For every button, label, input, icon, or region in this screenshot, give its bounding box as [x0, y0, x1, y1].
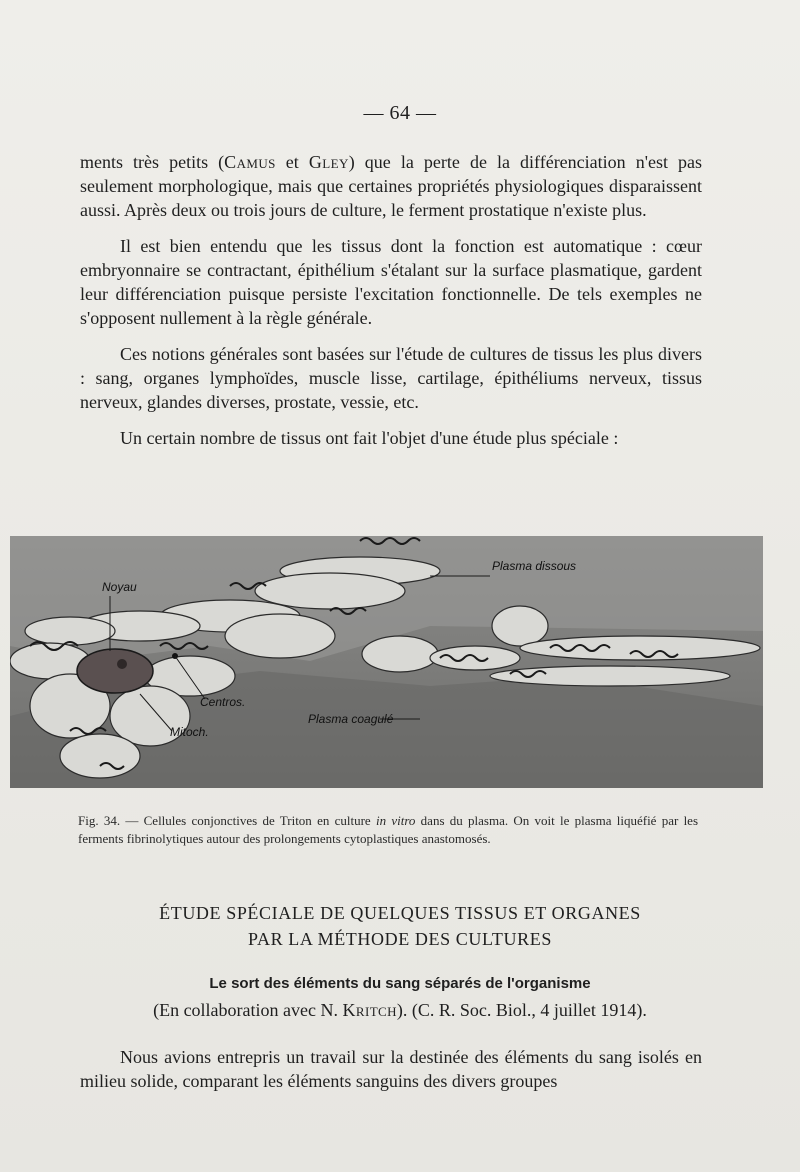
label-centros: Centros. — [200, 695, 246, 709]
cell-process — [492, 606, 548, 646]
cell-process — [362, 636, 438, 672]
collaboration-reference — [0, 1000, 800, 1021]
label-plasma-dissous: Plasma dissous — [492, 559, 577, 573]
nucleolus — [117, 659, 127, 669]
author-gley: Gley — [308, 152, 349, 172]
section-subheading: Le sort des éléments du sang séparés de l'organisme — [209, 975, 591, 992]
collab-suffix: ). (C. R. Soc. Biol., 4 juillet 1914). — [396, 1000, 647, 1020]
figure-34-illustration — [10, 536, 763, 788]
paragraph-1-suffix: ) que la perte de la différenciation n'est pas seulement morphologique, mais que certaines propriétés physiologiques disparaissent aussi. Après deux ou trois jours de culture, le ferment prostatique n'existe plus. — [80, 152, 703, 220]
cell-process — [25, 617, 115, 645]
collab-prefix: (En collaboration avec N. — [153, 1000, 343, 1020]
section-heading — [0, 900, 800, 952]
author-camus: Camus — [224, 152, 276, 172]
label-mitoch: Mitoch. — [170, 725, 209, 739]
label-noyau: Noyau — [102, 580, 137, 594]
paragraph-final: Nous avions entrepris un travail sur la destinée des éléments du sang isolés en milieu solide, comparant les éléments sanguins des divers groupes — [80, 1047, 702, 1091]
cell-process — [255, 573, 405, 609]
section-heading-line-2: PAR LA MÉTHODE DES CULTURES — [248, 929, 552, 949]
paragraph-4: Un certain nombre de tissus ont fait l'objet d'une étude plus spéciale : — [120, 428, 619, 448]
cell-process — [225, 614, 335, 658]
figure-caption-italic: in vitro — [375, 813, 416, 828]
section-heading-line-1: ÉTUDE SPÉCIALE DE QUELQUES TISSUS ET ORGANES — [159, 903, 641, 923]
figure-caption-text-2: dans du plasma. On voit le plasma liquéfié par les ferments fibrinolytiques autour des prolongements cytoplastiques anastomosés. — [78, 813, 699, 846]
body-text-bottom — [80, 1045, 702, 1093]
figure-caption-text-1: — Cellules conjonctives de Triton en culture — [120, 813, 376, 828]
cell-process — [60, 734, 140, 778]
paragraph-2: Il est bien entendu que les tissus dont la fonction est automatique : cœur embryonnaire se contractant, épithélium s'étalant sur la surface plasmatique, gardent leur différenciation puisque persiste l'excitation fonctionnelle. De tels exemples ne s'opposent nullement à la règle générale. — [80, 236, 702, 328]
label-plasma-coagule: Plasma coagulé — [308, 712, 394, 726]
figure-caption-label: Fig. 34. — [78, 813, 121, 828]
paragraph-1-middle: et — [275, 152, 309, 172]
collab-author: Kritch — [342, 1000, 397, 1020]
paragraph-1-prefix: ments très petits ( — [80, 152, 225, 172]
paragraph-3: Ces notions générales sont basées sur l'étude de cultures de tissus les plus divers : sang, organes lymphoïdes, muscle lisse, cartilage, épithéliums nerveux, tissus nerveux, glandes diverses, prostate, vessie, etc. — [80, 344, 702, 412]
paragraph-1 — [80, 150, 702, 222]
page-number: — 64 — — [363, 102, 437, 124]
cell-culture-drawing — [10, 536, 763, 788]
cell-process — [520, 636, 760, 660]
figure-caption — [78, 812, 698, 848]
nucleus — [77, 649, 153, 693]
body-text-top — [80, 150, 702, 450]
